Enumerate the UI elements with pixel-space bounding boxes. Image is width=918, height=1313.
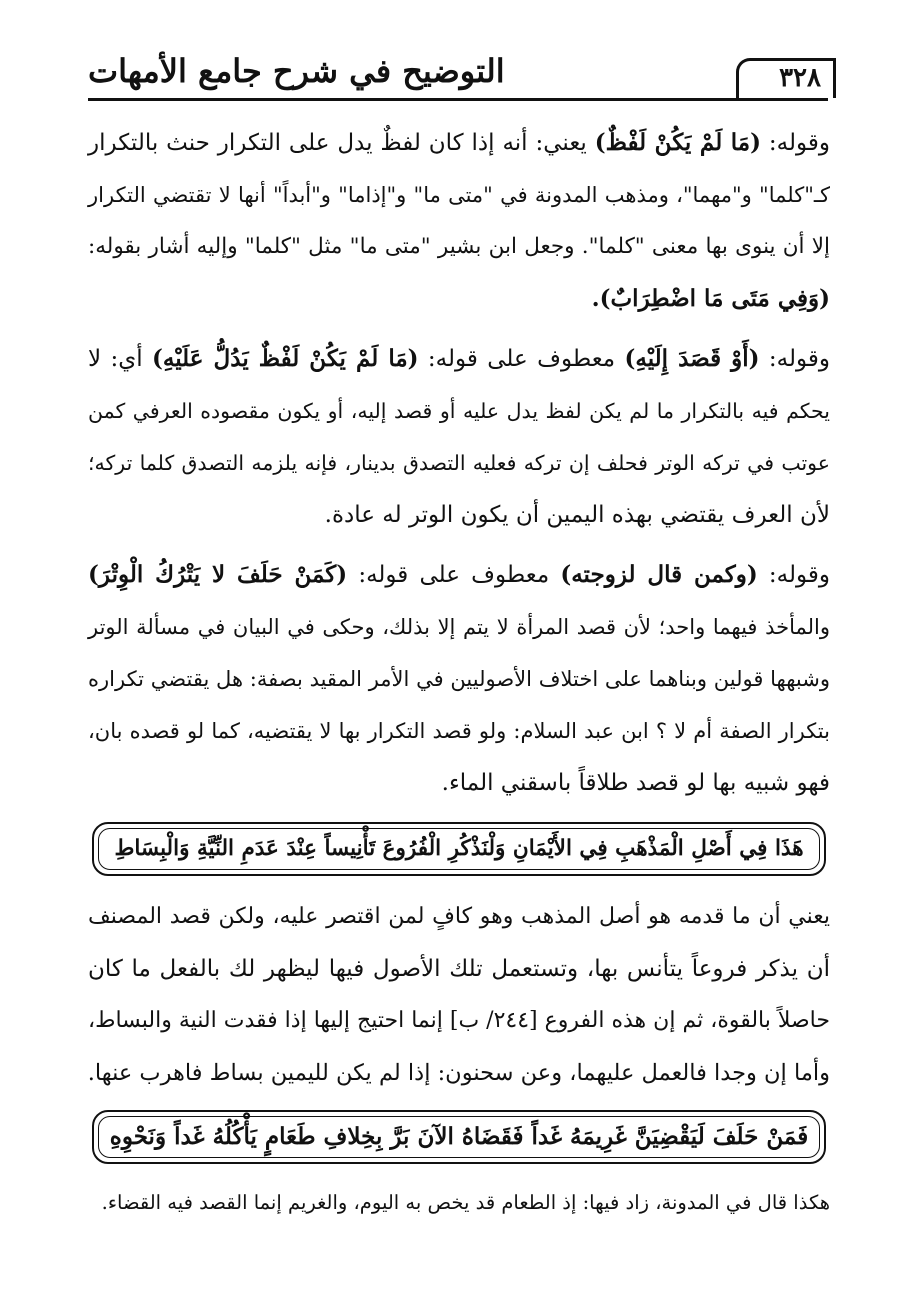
text-line: يحكم فيه بالتكرار ما لم يكن لفظ يدل عليه أو قصد إليه، أو يكون مقصوده العرفي كمن	[88, 399, 830, 423]
text-line: بتكرار الصفة أم لا ؟ ابن عبد السلام: ولو قصد التكرار بها لا يقتضيه، كما لو قصده بان،	[88, 719, 830, 743]
matn-verse-box	[92, 1110, 826, 1164]
text-line	[88, 560, 830, 590]
text-line: فهو شبيه بها لو قصد طلاقاً باسقني الماء.	[441, 770, 830, 796]
header-rule	[88, 98, 828, 101]
text-line: وشبهها قولين وبناهما على اختلاف الأصوليين في الأمر المقيد بصفة: هل يقتضي تكراره	[88, 667, 830, 691]
text-line	[88, 344, 830, 374]
page-number: ٣٢٨	[779, 63, 821, 93]
matn-verse-box	[92, 822, 826, 876]
text-line	[88, 128, 830, 158]
text-line: لأن العرف يقتضي بهذه اليمين أن يكون الوتر له عادة.	[324, 502, 830, 528]
text-run: أي: لا	[88, 346, 152, 372]
text-line: أن يذكر فروعاً يتأنس بها، وتستعمل تلك الأصول فيها ليظهر لك بالفعل ما كان	[88, 956, 830, 982]
page-header	[88, 48, 836, 100]
text-line: حاصلاً بالقوة، ثم إن هذه الفروع [٢٤٤/ ب] إنما احتيج إليها إذا فقدت النية والبساط،	[88, 1008, 830, 1033]
text-run: وقوله:	[757, 562, 830, 588]
quoted-term: (وكمن قال لزوجته)	[560, 561, 758, 588]
text-run: وقوله:	[761, 130, 830, 156]
text-run: معطوف على قوله:	[347, 562, 561, 588]
text-run: معطوف على قوله:	[418, 346, 625, 372]
text-line: يعني أن ما قدمه هو أصل المذهب وهو كافٍ لمن اقتصر عليه، ولكن قصد المصنف	[88, 904, 830, 929]
quoted-term: (أَوْ قَصَدَ إِلَيْهِ)	[624, 345, 760, 372]
page-number-frame	[736, 58, 836, 98]
text-line: إلا أن ينوى بها معنى "كلما". وجعل ابن بشير "متى ما" مثل "كلما" وإليه أشار بقوله:	[88, 234, 830, 259]
text-line: والمأخذ فيهما واحد؛ لأن قصد المرأة لا يتم إلا بذلك، وحكى في البيان في مسألة الوتر	[88, 615, 830, 639]
text-line: هكذا قال في المدونة، زاد فيها: إذ الطعام قد يخص به اليوم، والغريم إنما القصد فيه القضاء.	[101, 1191, 830, 1214]
quoted-term: (مَا لَمْ يَكُنْ لَفْظٌ يَدُلُّ عَلَيْهِ)	[151, 345, 419, 372]
quoted-term: (مَا لَمْ يَكُنْ لَفْظٌ)	[594, 129, 762, 156]
matn-verse: هَذَا فِي أَصْلِ الْمَذْهَبِ فِي الأَيْمَانِ وَلْنَذْكُرِ الْفُرُوعَ تَأْنِيساً عِنْدَ عَدَمِ النِّيَّةِ وَالْبِسَاطِ	[114, 836, 804, 861]
matn-verse: فَمَنْ حَلَفَ لَيَقْضِيَنَّ غَرِيمَهُ غَداً فَقَضَاهُ الآنَ بَرَّ بِخِلافِ طَعَامٍ يَأْكُلُهُ غَداً وَنَحْوِهِ	[109, 1123, 809, 1150]
text-line: عوتب في تركه الوتر فحلف إن تركه فعليه التصدق بدينار، فإنه يلزمه التصدق كلما تركه؛	[88, 451, 830, 475]
text-line: وأما إن وجدا فالعمل عليهما، وعن سحنون: إذا لم يكن لليمين بساط فاهرب عنها.	[87, 1060, 830, 1086]
text-run: وقوله:	[759, 346, 830, 372]
quoted-term: (كَمَنْ حَلَفَ لا يَتْرُكُ الْوِتْرَ)	[88, 561, 348, 588]
book-title: التوضيح في شرح جامع الأمهات	[88, 52, 505, 90]
text-run: يعني: أنه إذا كان لفظٌ يدل على التكرار حنث بالتكرار	[88, 130, 595, 156]
text-line: (وَفِي مَتَى مَا اضْطِرَابٌ).	[591, 285, 830, 312]
text-line: كـ"كلما" و"مهما"، ومذهب المدونة في "متى ما" و"إذاما" و"أبداً" أنها لا تقتضي التكرار	[88, 183, 830, 207]
